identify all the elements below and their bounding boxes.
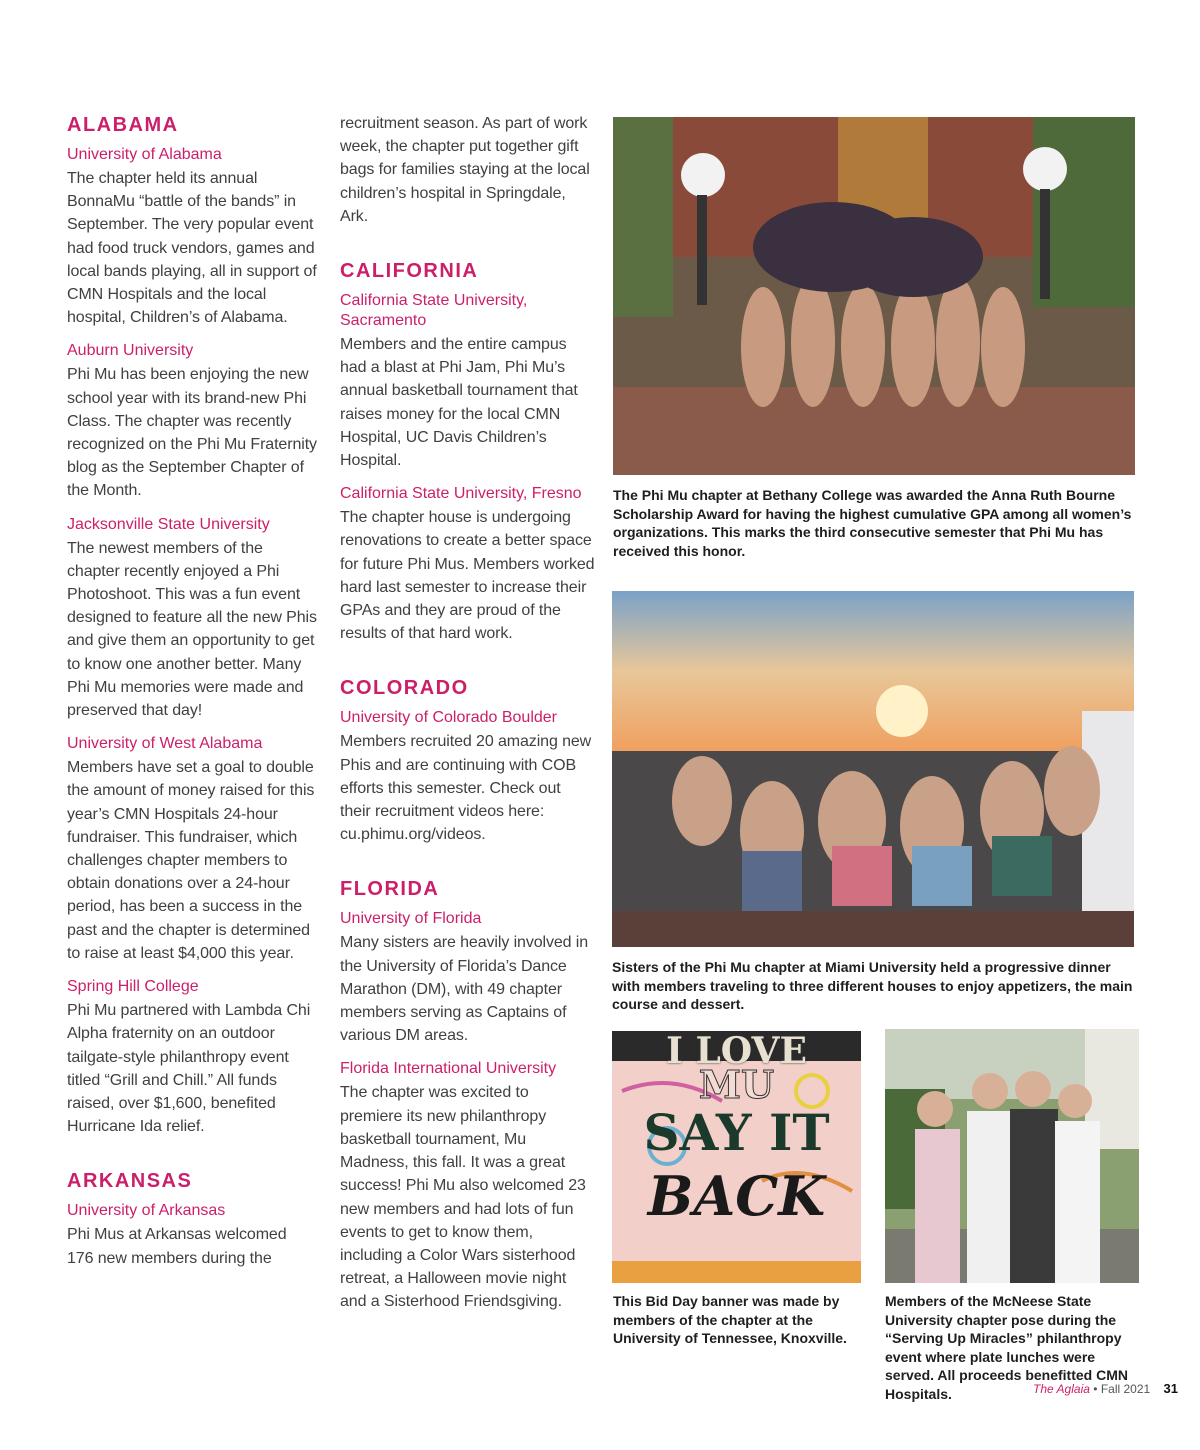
photo-bid-day-banner — [612, 1031, 861, 1283]
school-name: Auburn University — [67, 342, 194, 360]
page-number: 31 — [1163, 1381, 1178, 1396]
school-name: Spring Hill College — [67, 978, 199, 996]
school-name: California State University, Fresno — [340, 485, 582, 503]
entry-text: The newest members of the chapter recently enjoyed a Phi Photoshoot. This was a fun event designed to feature all the new Phis and give them an opportunity to get to know one another better. Many Phi Mu memories were made and preserved that day! — [67, 539, 317, 720]
school-name: University of West Alabama — [67, 735, 263, 753]
photo-bethany-image — [613, 117, 1135, 475]
school-name: University of Colorado Boulder — [340, 709, 557, 727]
continued-text: recruitment season. As part of work week, the chapter put together gift bags for families staying at the local children’s hospital in Springdale, Ark. — [340, 115, 590, 225]
photo-miami-university — [612, 591, 1134, 947]
caption-mcneese: Members of the McNeese State University chapter pose during the “Serving Up Miracles” philanthropy event where plate lunches were served. All proceeds benefitted CMN Hospitals. — [885, 1293, 1128, 1402]
school-name: University of Alabama — [67, 146, 222, 163]
school-name: University of Arkansas — [67, 1202, 226, 1220]
column-2 — [340, 112, 595, 1326]
entry-text: Members have set a goal to double the amount of money raised for this year’s CMN Hospitals 24-hour fundraiser. This fundraiser, which challenges chapter members to obtain donations over a 24-hour period, has been a success in the past and the chapter is determined to raise at least $4,000 this year. — [67, 759, 315, 962]
caption-bid-day: This Bid Day banner was made by members of the chapter at the University of Tennessee, Knoxville. — [613, 1293, 847, 1346]
entry-text: The chapter was excited to premiere its new philanthropy basketball tournament, Mu Madness, this fall. It was a great success! Phi Mu also welcomed 23 new members and had lots of fun events to get to know them, including a Color Wars sisterhood retreat, a Halloween movie night and a Sisterhood Friendsgiving. — [340, 1084, 586, 1311]
school-name: Jacksonville State University — [67, 515, 270, 533]
photo-mcneese-image — [885, 1029, 1139, 1283]
entry-text: Members recruited 20 amazing new Phis and are continuing with COB efforts this semester. Check out their recruitment videos here: cu.phimu.org/videos. — [340, 733, 592, 844]
entry-text: Phi Mu partnered with Lambda Chi Alpha fraternity on an outdoor tailgate-style philanthropy event titled “Grill and Chill.” All funds raised, over $1,600, benefited Hurricane Ida relief. — [67, 1002, 311, 1136]
footer-separator: • — [1093, 1382, 1098, 1396]
page-footer — [1033, 1381, 1178, 1396]
state-heading-california: CALIFORNIA — [340, 260, 479, 283]
caption-miami: Sisters of the Phi Mu chapter at Miami University held a progressive dinner with members traveling to three different houses to enjoy appetizers, the main course and dessert. — [612, 959, 1133, 1012]
entry-text: Phi Mus at Arkansas welcomed 176 new members during the — [67, 1226, 287, 1267]
school-name: California State University, Sacramento — [340, 292, 528, 330]
banner-line-3: SAY IT — [643, 1103, 830, 1162]
state-heading-arkansas: ARKANSAS — [67, 1170, 193, 1193]
column-1 — [67, 112, 317, 1282]
photo-miami-image — [612, 591, 1134, 947]
entry-text: Members and the entire campus had a blast at Phi Jam, Phi Mu’s annual basketball tournament that raises money for the local CMN Hospital, UC Davis Children’s Hospital. — [340, 336, 578, 470]
state-heading-colorado: COLORADO — [340, 677, 469, 700]
entry-text: The chapter house is undergoing renovations to create a better space for future Phi Mus. Members worked hard last semester to increase their GPAs and they are proud of the results of that hard work. — [340, 509, 595, 643]
magazine-name: The Aglaia — [1032, 1382, 1090, 1396]
caption-bethany: The Phi Mu chapter at Bethany College was awarded the Anna Ruth Bourne Scholarship Award for having the highest cumulative GPA among all women’s organizations. This marks the third consecutive semester that Phi Mu has received this honor. — [613, 487, 1132, 559]
entry-text: Phi Mu has been enjoying the new school year with its brand-new Phi Class. The chapter was recently recognized on the Phi Mu Fraternity blog as the September Chapter of the Month. — [67, 366, 317, 500]
photo-mcneese-state — [885, 1029, 1139, 1283]
banner-line-1: I LOVE — [666, 1031, 807, 1072]
entry-text: The chapter held its annual BonnaMu “battle of the bands” in September. The very popular event had food truck vendors, games and local bands playing, all in support of CMN Hospitals and the local hospital, Children’s of Alabama. — [67, 170, 317, 327]
photo-bethany-college — [613, 117, 1135, 475]
school-name: University of Florida — [340, 910, 482, 928]
school-name: Florida International University — [340, 1060, 557, 1078]
state-heading-alabama: ALABAMA — [67, 114, 179, 136]
banner-line-2: MU — [698, 1062, 775, 1107]
banner-line-4: BACK — [647, 1164, 826, 1228]
state-heading-florida: FLORIDA — [340, 878, 440, 901]
issue-label: Fall 2021 — [1100, 1382, 1151, 1396]
entry-text: Many sisters are heavily involved in the University of Florida’s Dance Marathon (DM), with 49 chapter members serving as Captains of various DM areas. — [340, 934, 589, 1045]
